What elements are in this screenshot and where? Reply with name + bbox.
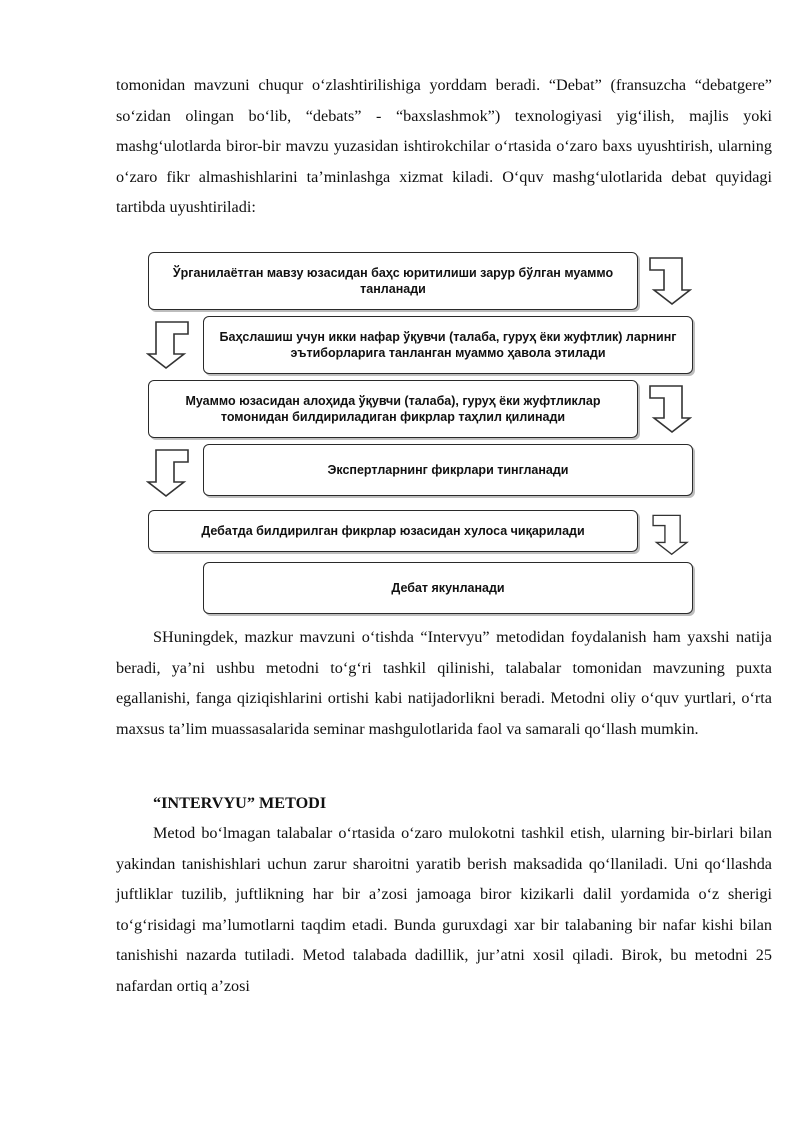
flow-step-4: Экспертларнинг фикрлари тингланади <box>203 444 693 496</box>
flow-step-6: Дебат якунланади <box>203 562 693 614</box>
turn-arrow-right-3-icon <box>648 512 692 556</box>
debate-flow-diagram <box>138 246 698 618</box>
flow-step-3: Муаммо юзасидан алоҳида ўқувчи (талаба), гуруҳ ёки жуфтликлар томонидан билдириладиган фикрлар таҳлил қилинади <box>148 380 638 438</box>
intervyu-intro-paragraph: SHuningdek, mazkur mavzuni o‘tishda “Intervyu” metodidan foydalanish ham yaxshi natija beradi, ya’ni ushbu metodni to‘g‘ri tashkil qilinishi, talabalar tomonidan mavzuning puxta egallanishi, fanga qiziqishlarini ortishi kabi natijadorlikni beradi. Metodni oliy o‘quv yurtlari, o‘rta maxsus ta’lim muassasalarida seminar mashgulotlarida faol va samarali qo‘llash mumkin. <box>116 628 772 738</box>
turn-arrow-left-1-icon <box>146 318 190 370</box>
turn-arrow-left-2-icon <box>146 446 190 498</box>
turn-arrow-right-2-icon <box>648 382 692 434</box>
intro-paragraph: tomonidan mavzuni chuqur o‘zlashtirilishiga yorddam beradi. “Debat” (fransuzcha “debatgere” so‘zidan olingan bo‘lib, “debats” - “baxslashmok”) texnologiyasi yig‘ilish, majlis yoki mashg‘ulotlarda biror-bir mavzu yuzasidan ishtirokchilar o‘rtasida o‘zaro baxs uyushtirish, ularning o‘zaro fikr almashishlarini ta’minlashga xizmat kiladi. O‘quv mashg‘ulotlarida debat quyidagi tartibda uyushtiriladi: <box>116 76 772 217</box>
turn-arrow-right-1-icon <box>648 254 692 306</box>
flow-step-2: Баҳслашиш учун икки нафар ўқувчи (талаба, гуруҳ ёки жуфтлик) ларнинг эътиборларига танланган муаммо ҳавола этилади <box>203 316 693 374</box>
method-paragraph: Metod bo‘lmagan talabalar o‘rtasida o‘zaro mulokotni tashkil etish, ularning bir-birlari bilan yakindan tanishishlari uchun zarur sharoitni yaratib berish maksadida qo‘llaniladi. Uni qo‘llashda juftliklar tuzilib, juftlikning har bir a’zosi jamoaga biror kizikarli dalil yordamida o‘z sherigi to‘g‘risidagi ma’lumotlarni taqdim etadi. Bunda guruxdagi xar bir talabaning bir nafar kishi bilan tanishishi nazarda tutiladi. Metod talabada dadillik, jur’atni xosil qiladi. Birok, bu metodni 25 nafardan ortiq a’zosi <box>116 824 772 995</box>
flow-step-5: Дебатда билдирилган фикрлар юзасидан хулоса чиқарилади <box>148 510 638 552</box>
section-heading: “INTERVYU” METODI <box>153 794 327 812</box>
flow-step-1: Ўрганилаётган мавзу юзасидан баҳс юритилиши зарур бўлган муаммо танланади <box>148 252 638 310</box>
